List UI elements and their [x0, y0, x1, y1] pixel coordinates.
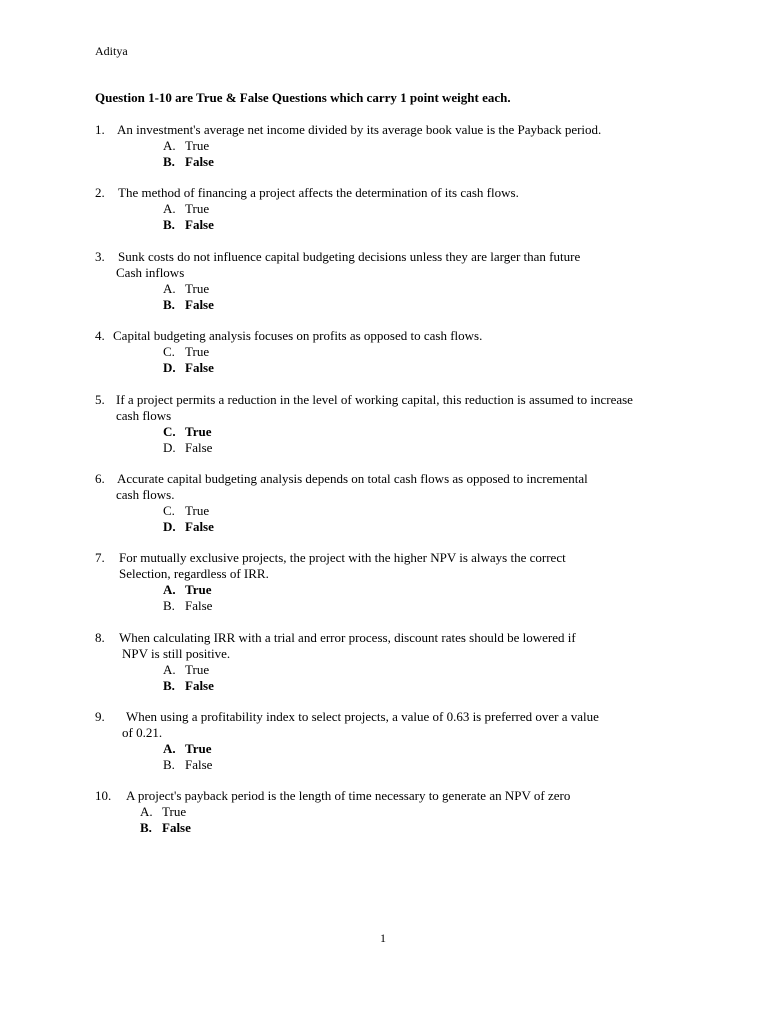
question-text-line: cash flows. [116, 487, 175, 502]
question-text-line: When using a profitability index to select projects, a value of 0.63 is preferred over a value [126, 709, 599, 724]
answer-option [163, 154, 214, 170]
option-letter: A. [163, 741, 176, 756]
option-letter: C. [163, 424, 176, 439]
answer-option [163, 344, 209, 360]
option-text: False [185, 217, 214, 232]
question-text-line: NPV is still positive. [122, 646, 231, 661]
option-text: False [185, 154, 214, 169]
answer-option [163, 741, 211, 757]
option-letter: D. [163, 440, 176, 455]
question-text-line: Accurate capital budgeting analysis depends on total cash flows as opposed to incremental [117, 471, 588, 486]
answer-option [163, 138, 209, 154]
option-text: True [185, 503, 210, 518]
option-letter: A. [163, 201, 176, 216]
option-text: True [185, 582, 212, 597]
question-number: 5. [95, 392, 105, 407]
option-letter: B. [163, 757, 175, 772]
question-number: 3. [95, 249, 105, 264]
answer-option [163, 440, 212, 456]
option-text: True [185, 344, 210, 359]
option-text: True [185, 662, 210, 677]
question-number: 2. [95, 185, 105, 200]
page-number: 1 [380, 931, 386, 945]
option-text: True [185, 424, 212, 439]
answer-option [163, 598, 212, 614]
question-text-line: For mutually exclusive projects, the project with the higher NPV is always the correct [119, 550, 566, 565]
option-letter: B. [163, 678, 175, 693]
question-text-line: The method of financing a project affects the determination of its cash flows. [118, 185, 519, 200]
answer-option [140, 820, 191, 836]
answer-option [163, 217, 214, 233]
question-text-line: Selection, regardless of IRR. [119, 566, 269, 581]
answer-option [163, 678, 214, 694]
option-letter: A. [163, 138, 176, 153]
option-text: False [185, 678, 214, 693]
option-text: True [185, 201, 210, 216]
option-letter: C. [163, 503, 175, 518]
answer-option [163, 662, 209, 678]
answer-option [163, 201, 209, 217]
option-letter: B. [163, 154, 175, 169]
question-number: 10. [95, 788, 112, 803]
question-number: 6. [95, 471, 105, 486]
answer-option [163, 519, 214, 535]
option-letter: C. [163, 344, 175, 359]
option-letter: B. [163, 217, 175, 232]
question-text-line: Sunk costs do not influence capital budgeting decisions unless they are larger than future [118, 249, 581, 264]
question-text-line: A project's payback period is the length of time necessary to generate an NPV of zero [126, 788, 571, 803]
option-letter: B. [163, 297, 175, 312]
option-letter: D. [163, 519, 176, 534]
question-text-line: When calculating IRR with a trial and error process, discount rates should be lowered if [119, 630, 576, 645]
option-text: False [162, 820, 191, 835]
author-name: Aditya [95, 44, 128, 58]
question-number: 8. [95, 630, 105, 645]
answer-option [163, 281, 209, 297]
answer-option [163, 297, 214, 313]
answer-option [163, 503, 209, 519]
question-text-line: If a project permits a reduction in the level of working capital, this reduction is assumed to increase [116, 392, 633, 407]
option-letter: A. [163, 582, 176, 597]
question-text-line: Cash inflows [116, 265, 185, 280]
option-text: True [185, 138, 210, 153]
question-number: 1. [95, 122, 105, 137]
answer-option [163, 582, 211, 598]
question-text-line: of 0.21. [122, 725, 163, 740]
question-number: 7. [95, 550, 105, 565]
option-text: False [185, 519, 214, 534]
answer-option [163, 757, 212, 773]
option-letter: D. [163, 360, 176, 375]
option-text: False [185, 757, 213, 772]
question-text-line: An investment's average net income divided by its average book value is the Payback period. [117, 122, 602, 137]
instructions-heading: Question 1-10 are True & False Questions which carry 1 point weight each. [95, 90, 511, 105]
option-text: False [185, 440, 213, 455]
option-text: True [185, 741, 212, 756]
question-text-line: Capital budgeting analysis focuses on profits as opposed to cash flows. [113, 328, 483, 343]
option-text: False [185, 598, 213, 613]
option-text: False [185, 360, 214, 375]
answer-option [163, 424, 211, 440]
question-number: 9. [95, 709, 105, 724]
option-text: False [185, 297, 214, 312]
answer-option [140, 804, 186, 820]
question-text-line: cash flows [116, 408, 172, 423]
option-letter: B. [163, 598, 175, 613]
question-number: 4. [95, 328, 105, 343]
option-letter: A. [163, 662, 176, 677]
option-text: True [162, 804, 187, 819]
option-letter: B. [140, 820, 152, 835]
answer-option [163, 360, 214, 376]
option-letter: A. [163, 281, 176, 296]
option-text: True [185, 281, 210, 296]
option-letter: A. [140, 804, 153, 819]
